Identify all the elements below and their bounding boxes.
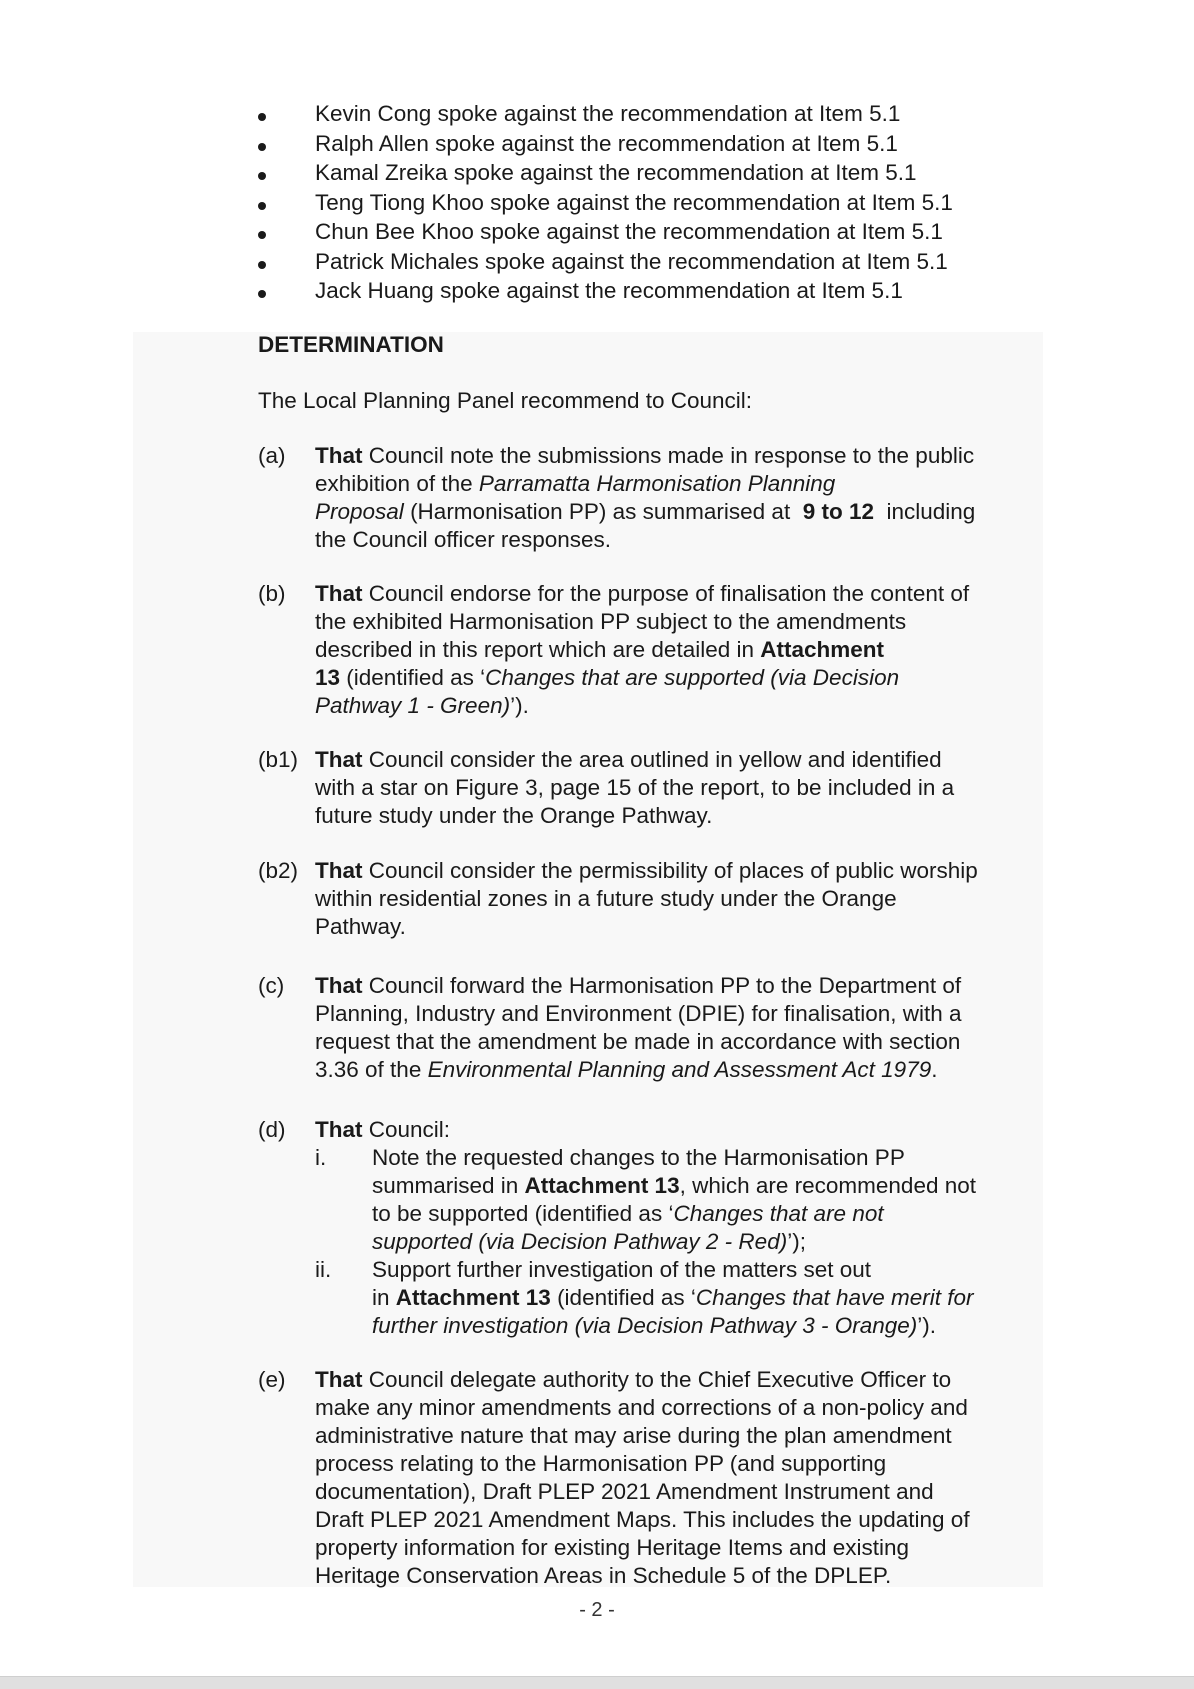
that-keyword: That xyxy=(315,581,363,606)
text-run: (identified as ‘ xyxy=(550,1285,696,1310)
that-keyword: That xyxy=(315,1367,363,1392)
text-run: make any minor amendments and corrections of a non-policy and xyxy=(315,1395,968,1420)
text-run: documentation), Draft PLEP 2021 Amendment Instrument and xyxy=(315,1479,934,1504)
item-body xyxy=(315,746,1045,830)
list-item xyxy=(258,248,1058,278)
italic-text: Pathway 1 - Green) xyxy=(315,693,511,718)
italic-text: Environmental Planning and Assessment Act 1979 xyxy=(427,1057,932,1082)
item-body xyxy=(315,1116,1045,1144)
text-run: ’). xyxy=(917,1313,937,1338)
bullet-icon xyxy=(258,231,266,239)
text-run: exhibition of the xyxy=(315,471,479,496)
text-run: Council consider the permissibility of places of public worship xyxy=(362,858,978,883)
item-body xyxy=(315,972,1045,1084)
text-run: request that the amendment be made in accordance with section xyxy=(315,1029,961,1054)
text-run: the Council officer responses. xyxy=(315,527,611,552)
intro-paragraph: The Local Planning Panel recommend to Council: xyxy=(258,388,753,413)
bullet-icon xyxy=(258,113,266,121)
bullet-icon xyxy=(258,172,266,180)
item-label: (a) xyxy=(258,443,286,468)
bullet-icon xyxy=(258,202,266,210)
list-item-text: Patrick Michales spoke against the recommendation at Item 5.1 xyxy=(315,248,948,274)
that-keyword: That xyxy=(315,973,363,998)
item-label: (d) xyxy=(258,1117,286,1142)
list-item-text: Teng Tiong Khoo spoke against the recommendation at Item 5.1 xyxy=(315,189,953,215)
text-run: administrative nature that may arise during the plan amendment xyxy=(315,1423,952,1448)
text-run: Council delegate authority to the Chief Executive Officer to xyxy=(362,1367,952,1392)
list-item xyxy=(258,218,1058,248)
page-number: - 2 - xyxy=(579,1599,615,1621)
viewer-bottom-edge xyxy=(0,1676,1194,1689)
list-item-text: Kamal Zreika spoke against the recommendation at Item 5.1 xyxy=(315,160,917,185)
sub-item-body xyxy=(372,1256,1052,1340)
text-run: process relating to the Harmonisation PP (and supporting xyxy=(315,1451,887,1476)
text-run: ’); xyxy=(787,1229,806,1254)
that-keyword: That xyxy=(315,443,363,468)
list-item xyxy=(258,130,1058,160)
text-run: (identified as ‘ xyxy=(340,665,486,690)
text-run: in xyxy=(372,1285,396,1310)
text-run: Note the requested changes to the Harmonisation PP xyxy=(372,1145,905,1170)
text-run: Draft PLEP 2021 Amendment Maps. This includes the updating of xyxy=(315,1507,970,1532)
section-heading: DETERMINATION xyxy=(258,332,444,357)
list-item-text: Ralph Allen spoke against the recommendation at Item 5.1 xyxy=(315,130,898,156)
item-label: (b2) xyxy=(258,858,299,883)
bullet-icon xyxy=(258,261,266,269)
sub-item-body xyxy=(372,1144,1052,1256)
sub-item-label: ii. xyxy=(315,1257,332,1282)
text-run: ’). xyxy=(510,693,529,718)
text-run: Council note the submissions made in response to the public xyxy=(362,443,975,468)
list-item xyxy=(258,277,1058,307)
that-keyword: That xyxy=(315,858,363,883)
italic-text: further investigation (via Decision Pathway 3 - Orange) xyxy=(372,1313,918,1338)
bold-text: Attachment 13 xyxy=(524,1173,680,1198)
text-run: , which are recommended not xyxy=(679,1173,976,1198)
text-run: the exhibited Harmonisation PP subject to the amendments xyxy=(315,609,907,634)
bullet-icon xyxy=(258,290,266,298)
item-body xyxy=(315,1366,1045,1590)
text-run: Support further investigation of the matters set out xyxy=(372,1257,872,1282)
text-run: Pathway. xyxy=(315,914,406,939)
italic-text: Changes that are not xyxy=(673,1201,884,1226)
text-run: to be supported (identified as ‘ xyxy=(372,1201,674,1226)
text-run: Council consider the area outlined in yellow and identified xyxy=(362,747,942,772)
text-run: described in this report which are detailed in xyxy=(315,637,761,662)
text-run: Council forward the Harmonisation PP to the Department of xyxy=(362,973,962,998)
text-run: Council: xyxy=(362,1117,451,1142)
bold-text: Attachment xyxy=(760,637,885,662)
speaker-list xyxy=(258,100,1058,307)
text-run: future study under the Orange Pathway. xyxy=(315,803,713,828)
text-run: (Harmonisation PP) as summarised at xyxy=(403,499,803,524)
text-run: property information for existing Heritage Items and existing xyxy=(315,1535,910,1560)
item-label: (b1) xyxy=(258,747,299,772)
italic-text: Changes that have merit for xyxy=(695,1285,974,1310)
text-run: summarised in xyxy=(372,1173,525,1198)
text-run: Council endorse for the purpose of finalisation the content of xyxy=(362,581,970,606)
bold-text: Attachment 13 xyxy=(395,1285,551,1310)
bold-text: 9 to 12 xyxy=(802,499,874,524)
text-run: Heritage Conservation Areas in Schedule 5 of the DPLEP. xyxy=(315,1563,892,1588)
list-item xyxy=(258,189,1058,219)
list-item xyxy=(258,100,1058,130)
list-item-text: Chun Bee Khoo spoke against the recommendation at Item 5.1 xyxy=(315,219,943,244)
text-run: with a star on Figure 3, page 15 of the report, to be included in a xyxy=(315,775,955,800)
bold-text: 13 xyxy=(315,665,341,690)
item-body xyxy=(315,580,1045,720)
text-run: including xyxy=(873,499,976,524)
list-item-text: Kevin Cong spoke against the recommendation at Item 5.1 xyxy=(315,101,901,126)
item-label: (b) xyxy=(258,581,286,606)
text-run: . xyxy=(931,1057,938,1082)
bullet-icon xyxy=(258,143,266,151)
text-run: Planning, Industry and Environment (DPIE) for finalisation, with a xyxy=(315,1001,962,1026)
italic-text: Parramatta Harmonisation Planning xyxy=(478,471,836,496)
item-label: (e) xyxy=(258,1367,286,1392)
text-run: within residential zones in a future study under the Orange xyxy=(315,886,897,911)
that-keyword: That xyxy=(315,1117,363,1142)
list-item xyxy=(258,159,1058,189)
italic-text: supported (via Decision Pathway 2 - Red) xyxy=(372,1229,788,1254)
sub-item-label: i. xyxy=(315,1145,327,1170)
text-run: 3.36 of the xyxy=(315,1057,428,1082)
italic-text: Proposal xyxy=(315,499,404,524)
item-body xyxy=(315,857,1045,941)
item-body xyxy=(315,442,1045,554)
list-item-text: Jack Huang spoke against the recommendation at Item 5.1 xyxy=(315,278,903,303)
italic-text: Changes that are supported (via Decision xyxy=(485,665,900,690)
that-keyword: That xyxy=(315,747,363,772)
item-label: (c) xyxy=(258,973,285,998)
